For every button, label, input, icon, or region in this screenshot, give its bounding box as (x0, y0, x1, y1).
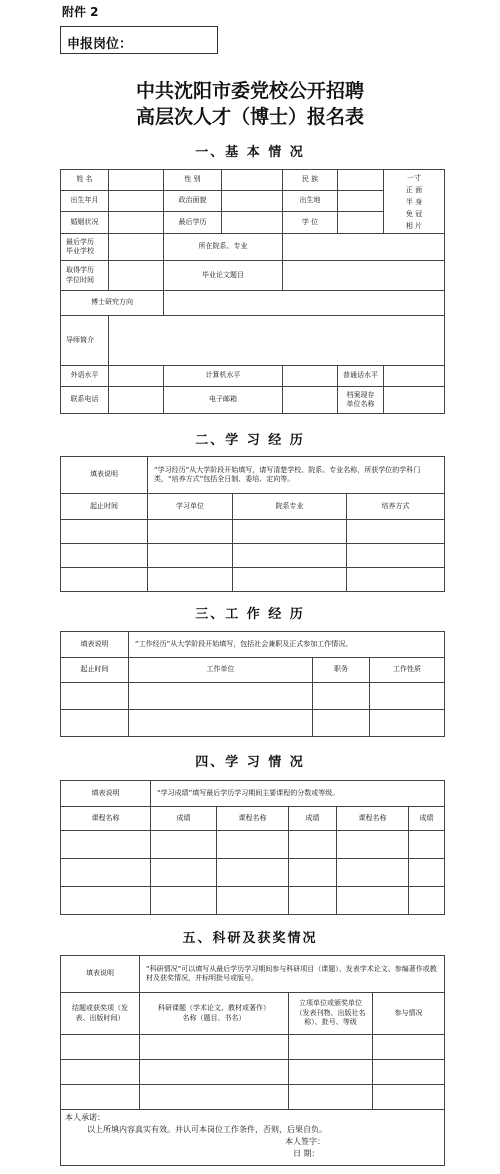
table-row (61, 544, 445, 568)
academic-degree-cell[interactable] (338, 212, 384, 234)
cell[interactable] (151, 887, 217, 915)
cell[interactable] (289, 1035, 373, 1060)
table-row (61, 1035, 445, 1060)
cell[interactable] (289, 887, 337, 915)
school-cell[interactable] (109, 234, 164, 261)
form-title-line2: 高层次人才（博士）报名表 (135, 106, 364, 128)
cell[interactable] (61, 710, 129, 737)
department-cell[interactable] (283, 234, 445, 261)
cell[interactable] (289, 1060, 373, 1085)
section3-heading: 三、工 作 经 历 (195, 607, 305, 622)
cell[interactable] (151, 831, 217, 859)
cell[interactable] (148, 568, 233, 592)
table-row (61, 831, 445, 859)
political-label: 政治面貌 (164, 191, 222, 212)
photo-text-5: 相 片 (405, 221, 423, 230)
study-col-major: 院系专业 (233, 494, 347, 520)
photo-box[interactable] (384, 170, 445, 234)
study-col-period: 起止时间 (61, 494, 148, 520)
cell[interactable] (140, 1085, 289, 1110)
cell[interactable] (129, 683, 313, 710)
study-note: “学习经历”从大学阶段开始填写，请写清楚学校、院系、专业名称，所获学位的学科门类，“培养方式”包括全日制、委培、定向等。 (148, 457, 445, 494)
photo-text-1: 一寸 (407, 173, 421, 182)
phone-cell[interactable] (109, 387, 164, 414)
research-label: 博士研究方向 (61, 291, 164, 316)
work-col-position: 职务 (313, 658, 370, 683)
cell[interactable] (370, 683, 445, 710)
table-row (61, 683, 445, 710)
table-row (61, 520, 445, 544)
work-col-nature: 工作性质 (370, 658, 445, 683)
advisor-label: 导师简介 (61, 316, 109, 366)
cell[interactable] (61, 1035, 140, 1060)
email-label: 电子邮箱 (164, 387, 283, 414)
cell[interactable] (347, 568, 445, 592)
cell[interactable] (140, 1035, 289, 1060)
photo-text-2: 正 面 (405, 185, 423, 194)
cell[interactable] (313, 710, 370, 737)
section4-heading: 四、学 习 情 况 (195, 755, 305, 770)
cell[interactable] (409, 831, 445, 859)
score-col-2: 成绩 (289, 807, 337, 831)
promise-box[interactable] (61, 1110, 445, 1166)
cell[interactable] (151, 859, 217, 887)
gender-label: 性 别 (164, 170, 222, 191)
research-note: “科研情况”可以填写从最后学历学习期间参与科研项目（课题）、发表学术论文、参编著作或教材及获奖情况，并标明批号或版号。 (140, 956, 445, 993)
foreign-label: 外语水平 (61, 366, 109, 387)
birthplace-label: 出生地 (283, 191, 338, 212)
research-cell[interactable] (164, 291, 445, 316)
advisor-cell[interactable] (109, 316, 445, 366)
course-col-1: 课程名称 (61, 807, 151, 831)
work-note: “工作经历”从大学阶段开始填写，包括社会兼职及正式参加工作情况。 (129, 632, 445, 658)
post-label: 申报岗位： (67, 37, 133, 52)
email-cell[interactable] (283, 387, 338, 414)
cell[interactable] (61, 568, 148, 592)
cell[interactable] (313, 683, 370, 710)
name-cell[interactable] (109, 170, 164, 191)
cell[interactable] (347, 520, 445, 544)
photo-text-3: 半 身 (405, 197, 423, 206)
cell[interactable] (217, 859, 289, 887)
research-col-time: 结题或获奖项（发 表、出版时间） (61, 993, 140, 1035)
cell[interactable] (61, 859, 151, 887)
foreign-cell[interactable] (109, 366, 164, 387)
promise-label: 本人承诺： (65, 1113, 105, 1122)
study-col-unit: 学习单位 (148, 494, 233, 520)
table-row (61, 568, 445, 592)
work-note-label: 填表说明 (61, 632, 129, 658)
cell[interactable] (337, 831, 409, 859)
cell[interactable] (61, 887, 151, 915)
birth-label: 出生年月 (61, 191, 109, 212)
date-label: 日 期： (293, 1149, 320, 1158)
degree-time-label: 取得学历 学位时间 (61, 261, 109, 291)
marital-cell[interactable] (109, 212, 164, 234)
cell[interactable] (140, 1060, 289, 1085)
study-col-mode: 培养方式 (347, 494, 445, 520)
cell[interactable] (373, 1035, 445, 1060)
ethnicity-cell[interactable] (338, 170, 384, 191)
cell[interactable] (61, 1085, 140, 1110)
cell[interactable] (337, 859, 409, 887)
work-col-period: 起止时间 (61, 658, 129, 683)
study-results-table (60, 780, 445, 915)
mandarin-label: 普通话水平 (338, 366, 384, 387)
cell[interactable] (233, 544, 347, 568)
degree-label: 最后学历 (164, 212, 222, 234)
course-col-2: 课程名称 (217, 807, 289, 831)
cell[interactable] (337, 887, 409, 915)
cell[interactable] (409, 887, 445, 915)
section5-heading: 五、科研及获奖情况 (182, 931, 318, 946)
table-row (61, 710, 445, 737)
photo-text-4: 免 冠 (405, 209, 423, 218)
cell[interactable] (148, 520, 233, 544)
cell[interactable] (61, 1060, 140, 1085)
cell[interactable] (370, 710, 445, 737)
course-col-3: 课程名称 (337, 807, 409, 831)
degree-time-cell[interactable] (109, 261, 164, 291)
school-label: 最后学历 毕业学校 (61, 234, 109, 261)
promise-text: 以上所填内容真实有效。并认可本岗位工作条件，否则，后果自负。 (87, 1125, 327, 1134)
cell[interactable] (289, 831, 337, 859)
department-label: 所在院系、专业 (164, 234, 283, 261)
cell[interactable] (409, 859, 445, 887)
research-col-unit: 立项单位或颁奖单位 （发表刊物、出版社名 称）、批号、等级 (289, 993, 373, 1035)
degree-cell[interactable] (222, 212, 283, 234)
table-row (61, 859, 445, 887)
cell[interactable] (61, 683, 129, 710)
cell[interactable] (233, 520, 347, 544)
work-history-table (60, 631, 445, 737)
results-note-label: 填表说明 (61, 781, 151, 807)
cell[interactable] (129, 710, 313, 737)
score-col-1: 成绩 (151, 807, 217, 831)
mandarin-cell[interactable] (384, 366, 445, 387)
attachment-label: 附件 2 (62, 5, 99, 19)
study-history-table (60, 456, 445, 592)
cell[interactable] (289, 1085, 373, 1110)
research-col-title: 科研课题（学术论文、教材或著作） 名称（题目、书名） (140, 993, 289, 1035)
study-note-label: 填表说明 (61, 457, 148, 494)
cell[interactable] (217, 887, 289, 915)
ethnicity-label: 民 族 (283, 170, 338, 191)
work-col-unit: 工作单位 (129, 658, 313, 683)
academic-degree-label: 学 位 (283, 212, 338, 234)
archive-label: 档案现存 单位名称 (338, 387, 384, 414)
score-col-3: 成绩 (409, 807, 445, 831)
thesis-cell[interactable] (283, 261, 445, 291)
thesis-label: 毕业论文题目 (164, 261, 283, 291)
table-row (61, 1060, 445, 1085)
cell[interactable] (373, 1060, 445, 1085)
name-label: 姓 名 (61, 170, 109, 191)
gender-cell[interactable] (222, 170, 283, 191)
section1-heading: 一、基 本 情 况 (195, 145, 305, 160)
cell[interactable] (373, 1085, 445, 1110)
cell[interactable] (233, 568, 347, 592)
cell[interactable] (148, 544, 233, 568)
marital-label: 婚姻状况 (61, 212, 109, 234)
cell[interactable] (347, 544, 445, 568)
research-awards-table (60, 955, 445, 1166)
computer-label: 计算机水平 (164, 366, 283, 387)
cell[interactable] (61, 831, 151, 859)
computer-cell[interactable] (283, 366, 338, 387)
birth-cell[interactable] (109, 191, 164, 212)
birthplace-cell[interactable] (338, 191, 384, 212)
archive-cell[interactable] (384, 387, 445, 414)
results-note: “学习成绩”填写最后学历学习期间主要课程的分数或等级。 (151, 781, 445, 807)
section2-heading: 二、学 习 经 历 (195, 433, 305, 448)
table-row (61, 1085, 445, 1110)
research-note-label: 填表说明 (61, 956, 140, 993)
cell[interactable] (61, 544, 148, 568)
table-row (61, 887, 445, 915)
cell[interactable] (217, 831, 289, 859)
cell[interactable] (61, 520, 148, 544)
cell[interactable] (289, 859, 337, 887)
sign-label: 本人签字： (285, 1137, 325, 1146)
basic-info-table (60, 169, 445, 414)
political-cell[interactable] (222, 191, 283, 212)
research-col-role: 参与情况 (373, 993, 445, 1035)
post-field[interactable] (60, 26, 218, 54)
phone-label: 联系电话 (61, 387, 109, 414)
form-title-line1: 中共沈阳市委党校公开招聘 (135, 80, 364, 102)
